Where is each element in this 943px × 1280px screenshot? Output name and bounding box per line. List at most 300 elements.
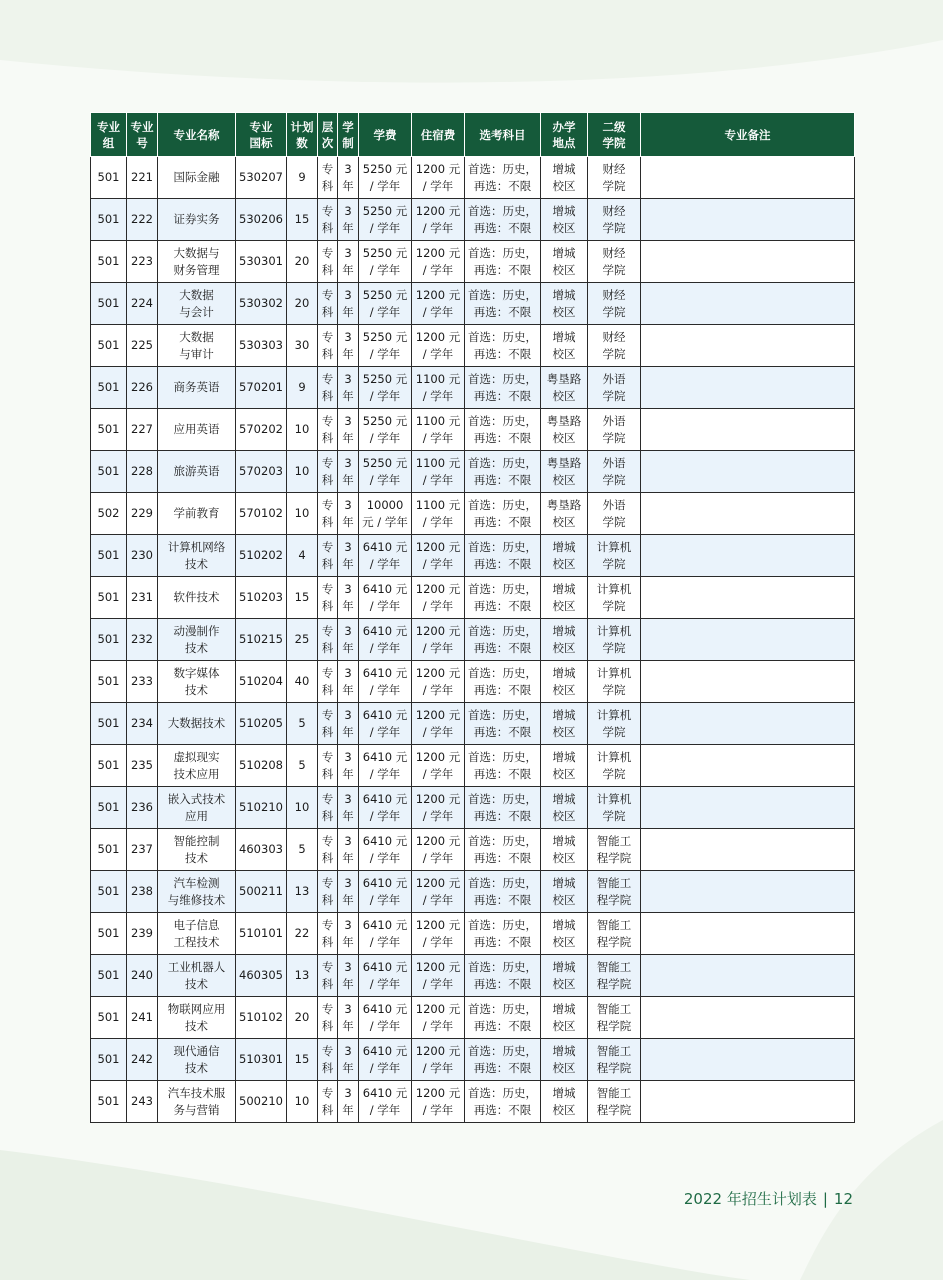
cell-campus: 粤垦路 校区	[541, 493, 588, 535]
cell-major-name: 大数据与 财务管理	[158, 241, 236, 283]
header-major-name: 专业名称	[158, 113, 236, 157]
cell-dorm-fee: 1200 元 / 学年	[412, 1039, 465, 1081]
cell-duration: 3 年	[338, 955, 359, 997]
cell-dorm-fee: 1200 元 / 学年	[412, 829, 465, 871]
cell-remarks	[641, 703, 855, 745]
page-footer	[684, 1188, 853, 1209]
cell-group: 501	[91, 241, 127, 283]
cell-tuition: 6410 元 / 学年	[359, 829, 412, 871]
cell-plan-count: 10	[287, 451, 318, 493]
cell-major-name: 工业机器人 技术	[158, 955, 236, 997]
cell-major-name: 大数据 与会计	[158, 283, 236, 325]
cell-national-code: 530303	[236, 325, 287, 367]
table-row	[91, 661, 855, 703]
header-campus: 办学 地点	[541, 113, 588, 157]
cell-major-code: 238	[127, 871, 158, 913]
cell-tuition: 5250 元 / 学年	[359, 283, 412, 325]
header-level: 层 次	[318, 113, 338, 157]
cell-dorm-fee: 1200 元 / 学年	[412, 871, 465, 913]
cell-subjects: 首选：历史， 再选：不限	[465, 493, 541, 535]
cell-subjects: 首选：历史， 再选：不限	[465, 1039, 541, 1081]
cell-remarks	[641, 1081, 855, 1123]
cell-dorm-fee: 1200 元 / 学年	[412, 703, 465, 745]
cell-major-name: 大数据 与审计	[158, 325, 236, 367]
cell-remarks	[641, 745, 855, 787]
cell-national-code: 510301	[236, 1039, 287, 1081]
cell-duration: 3 年	[338, 1081, 359, 1123]
cell-national-code: 510102	[236, 997, 287, 1039]
cell-major-name: 汽车技术服 务与营销	[158, 1081, 236, 1123]
cell-campus: 增城 校区	[541, 871, 588, 913]
cell-plan-count: 9	[287, 367, 318, 409]
cell-group: 501	[91, 199, 127, 241]
cell-duration: 3 年	[338, 451, 359, 493]
cell-major-code: 228	[127, 451, 158, 493]
cell-level: 专 科	[318, 241, 338, 283]
cell-level: 专 科	[318, 199, 338, 241]
cell-campus: 增城 校区	[541, 787, 588, 829]
cell-subjects: 首选：历史， 再选：不限	[465, 619, 541, 661]
cell-major-code: 230	[127, 535, 158, 577]
cell-remarks	[641, 871, 855, 913]
cell-national-code: 570202	[236, 409, 287, 451]
cell-major-name: 虚拟现实 技术应用	[158, 745, 236, 787]
cell-remarks	[641, 409, 855, 451]
cell-level: 专 科	[318, 997, 338, 1039]
cell-national-code: 510215	[236, 619, 287, 661]
cell-dorm-fee: 1200 元 / 学年	[412, 325, 465, 367]
cell-dorm-fee: 1100 元 / 学年	[412, 493, 465, 535]
cell-college: 智能工 程学院	[588, 871, 641, 913]
cell-dorm-fee: 1200 元 / 学年	[412, 283, 465, 325]
cell-plan-count: 13	[287, 871, 318, 913]
table-row	[91, 703, 855, 745]
cell-national-code: 510203	[236, 577, 287, 619]
cell-duration: 3 年	[338, 409, 359, 451]
cell-group: 501	[91, 409, 127, 451]
cell-subjects: 首选：历史， 再选：不限	[465, 661, 541, 703]
cell-major-code: 239	[127, 913, 158, 955]
cell-campus: 增城 校区	[541, 325, 588, 367]
cell-major-code: 235	[127, 745, 158, 787]
cell-subjects: 首选：历史， 再选：不限	[465, 199, 541, 241]
cell-major-code: 226	[127, 367, 158, 409]
cell-campus: 增城 校区	[541, 745, 588, 787]
cell-group: 501	[91, 871, 127, 913]
cell-major-code: 224	[127, 283, 158, 325]
cell-tuition: 6410 元 / 学年	[359, 787, 412, 829]
cell-plan-count: 25	[287, 619, 318, 661]
cell-plan-count: 10	[287, 787, 318, 829]
cell-duration: 3 年	[338, 493, 359, 535]
cell-level: 专 科	[318, 619, 338, 661]
cell-national-code: 500211	[236, 871, 287, 913]
cell-level: 专 科	[318, 493, 338, 535]
cell-major-code: 241	[127, 997, 158, 1039]
cell-group: 501	[91, 451, 127, 493]
cell-group: 501	[91, 619, 127, 661]
cell-group: 501	[91, 955, 127, 997]
cell-remarks	[641, 829, 855, 871]
cell-major-name: 应用英语	[158, 409, 236, 451]
cell-college: 计算机 学院	[588, 745, 641, 787]
table-row	[91, 367, 855, 409]
cell-duration: 3 年	[338, 199, 359, 241]
cell-plan-count: 10	[287, 409, 318, 451]
cell-plan-count: 15	[287, 199, 318, 241]
cell-tuition: 6410 元 / 学年	[359, 997, 412, 1039]
cell-dorm-fee: 1100 元 / 学年	[412, 367, 465, 409]
cell-remarks	[641, 661, 855, 703]
cell-group: 501	[91, 1039, 127, 1081]
cell-duration: 3 年	[338, 829, 359, 871]
cell-level: 专 科	[318, 577, 338, 619]
cell-college: 智能工 程学院	[588, 829, 641, 871]
cell-group: 501	[91, 283, 127, 325]
table-header-row	[91, 113, 855, 157]
cell-tuition: 6410 元 / 学年	[359, 535, 412, 577]
cell-remarks	[641, 787, 855, 829]
cell-plan-count: 13	[287, 955, 318, 997]
cell-subjects: 首选：历史， 再选：不限	[465, 997, 541, 1039]
cell-remarks	[641, 535, 855, 577]
table-body	[91, 157, 855, 1123]
cell-tuition: 6410 元 / 学年	[359, 955, 412, 997]
cell-major-code: 222	[127, 199, 158, 241]
cell-level: 专 科	[318, 325, 338, 367]
cell-plan-count: 20	[287, 241, 318, 283]
cell-campus: 增城 校区	[541, 283, 588, 325]
cell-major-code: 234	[127, 703, 158, 745]
cell-level: 专 科	[318, 367, 338, 409]
cell-campus: 增城 校区	[541, 829, 588, 871]
cell-subjects: 首选：历史， 再选：不限	[465, 913, 541, 955]
cell-plan-count: 9	[287, 157, 318, 199]
cell-major-code: 243	[127, 1081, 158, 1123]
header-major-code: 专业 号	[127, 113, 158, 157]
cell-dorm-fee: 1200 元 / 学年	[412, 955, 465, 997]
cell-duration: 3 年	[338, 913, 359, 955]
cell-dorm-fee: 1200 元 / 学年	[412, 1081, 465, 1123]
cell-college: 外语 学院	[588, 493, 641, 535]
cell-duration: 3 年	[338, 283, 359, 325]
cell-dorm-fee: 1200 元 / 学年	[412, 157, 465, 199]
cell-group: 501	[91, 157, 127, 199]
cell-remarks	[641, 619, 855, 661]
table-row	[91, 535, 855, 577]
cell-major-name: 电子信息 工程技术	[158, 913, 236, 955]
cell-tuition: 6410 元 / 学年	[359, 619, 412, 661]
cell-major-name: 旅游英语	[158, 451, 236, 493]
cell-group: 501	[91, 367, 127, 409]
cell-plan-count: 5	[287, 829, 318, 871]
cell-college: 智能工 程学院	[588, 997, 641, 1039]
cell-major-code: 232	[127, 619, 158, 661]
cell-dorm-fee: 1200 元 / 学年	[412, 199, 465, 241]
cell-dorm-fee: 1100 元 / 学年	[412, 409, 465, 451]
cell-remarks	[641, 199, 855, 241]
table-row	[91, 199, 855, 241]
cell-duration: 3 年	[338, 1039, 359, 1081]
cell-subjects: 首选：历史， 再选：不限	[465, 451, 541, 493]
cell-national-code: 460305	[236, 955, 287, 997]
cell-national-code: 460303	[236, 829, 287, 871]
cell-tuition: 6410 元 / 学年	[359, 577, 412, 619]
cell-subjects: 首选：历史， 再选：不限	[465, 745, 541, 787]
cell-tuition: 6410 元 / 学年	[359, 745, 412, 787]
cell-national-code: 510208	[236, 745, 287, 787]
header-dorm-fee: 住宿费	[412, 113, 465, 157]
cell-campus: 增城 校区	[541, 157, 588, 199]
cell-major-name: 汽车检测 与维修技术	[158, 871, 236, 913]
cell-subjects: 首选：历史， 再选：不限	[465, 283, 541, 325]
cell-plan-count: 30	[287, 325, 318, 367]
cell-level: 专 科	[318, 451, 338, 493]
header-tuition: 学费	[359, 113, 412, 157]
cell-subjects: 首选：历史， 再选：不限	[465, 325, 541, 367]
footer-title: 2022 年招生计划表	[683, 1190, 817, 1208]
cell-subjects: 首选：历史， 再选：不限	[465, 367, 541, 409]
cell-level: 专 科	[318, 535, 338, 577]
cell-college: 智能工 程学院	[588, 913, 641, 955]
cell-national-code: 530302	[236, 283, 287, 325]
cell-major-name: 软件技术	[158, 577, 236, 619]
cell-dorm-fee: 1200 元 / 学年	[412, 577, 465, 619]
cell-group: 501	[91, 577, 127, 619]
cell-campus: 增城 校区	[541, 703, 588, 745]
cell-dorm-fee: 1200 元 / 学年	[412, 997, 465, 1039]
cell-remarks	[641, 451, 855, 493]
cell-tuition: 5250 元 / 学年	[359, 451, 412, 493]
cell-college: 计算机 学院	[588, 619, 641, 661]
cell-national-code: 510204	[236, 661, 287, 703]
cell-major-name: 大数据技术	[158, 703, 236, 745]
cell-plan-count: 10	[287, 493, 318, 535]
cell-campus: 增城 校区	[541, 199, 588, 241]
cell-major-name: 商务英语	[158, 367, 236, 409]
cell-dorm-fee: 1200 元 / 学年	[412, 535, 465, 577]
table-row	[91, 493, 855, 535]
cell-tuition: 5250 元 / 学年	[359, 199, 412, 241]
cell-campus: 增城 校区	[541, 1039, 588, 1081]
cell-major-name: 学前教育	[158, 493, 236, 535]
header-remarks: 专业备注	[641, 113, 855, 157]
cell-college: 智能工 程学院	[588, 1039, 641, 1081]
cell-major-code: 236	[127, 787, 158, 829]
cell-duration: 3 年	[338, 157, 359, 199]
cell-level: 专 科	[318, 913, 338, 955]
cell-major-code: 242	[127, 1039, 158, 1081]
cell-tuition: 5250 元 / 学年	[359, 325, 412, 367]
cell-subjects: 首选：历史， 再选：不限	[465, 829, 541, 871]
cell-national-code: 510101	[236, 913, 287, 955]
table-row	[91, 829, 855, 871]
cell-national-code: 530206	[236, 199, 287, 241]
cell-tuition: 6410 元 / 学年	[359, 1081, 412, 1123]
cell-level: 专 科	[318, 745, 338, 787]
cell-college: 计算机 学院	[588, 661, 641, 703]
cell-group: 501	[91, 325, 127, 367]
cell-national-code: 570203	[236, 451, 287, 493]
cell-group: 501	[91, 1081, 127, 1123]
cell-duration: 3 年	[338, 745, 359, 787]
table-row	[91, 283, 855, 325]
cell-subjects: 首选：历史， 再选：不限	[465, 871, 541, 913]
cell-level: 专 科	[318, 871, 338, 913]
cell-campus: 增城 校区	[541, 661, 588, 703]
cell-duration: 3 年	[338, 619, 359, 661]
page-number: 12	[833, 1190, 853, 1208]
footer-separator: |	[822, 1190, 828, 1208]
cell-college: 外语 学院	[588, 367, 641, 409]
cell-duration: 3 年	[338, 367, 359, 409]
cell-major-name: 智能控制 技术	[158, 829, 236, 871]
cell-remarks	[641, 493, 855, 535]
table-row	[91, 619, 855, 661]
cell-college: 财经 学院	[588, 199, 641, 241]
table-row	[91, 409, 855, 451]
cell-tuition: 10000 元 / 学年	[359, 493, 412, 535]
header-duration: 学 制	[338, 113, 359, 157]
cell-dorm-fee: 1200 元 / 学年	[412, 745, 465, 787]
cell-tuition: 5250 元 / 学年	[359, 409, 412, 451]
cell-subjects: 首选：历史， 再选：不限	[465, 241, 541, 283]
cell-national-code: 570102	[236, 493, 287, 535]
cell-major-code: 240	[127, 955, 158, 997]
cell-plan-count: 20	[287, 997, 318, 1039]
cell-subjects: 首选：历史， 再选：不限	[465, 703, 541, 745]
cell-dorm-fee: 1100 元 / 学年	[412, 451, 465, 493]
table-row	[91, 451, 855, 493]
cell-remarks	[641, 241, 855, 283]
cell-campus: 增城 校区	[541, 535, 588, 577]
cell-major-name: 现代通信 技术	[158, 1039, 236, 1081]
cell-group: 501	[91, 787, 127, 829]
cell-major-code: 237	[127, 829, 158, 871]
enrollment-plan-table	[90, 112, 855, 1123]
cell-campus: 增城 校区	[541, 619, 588, 661]
cell-tuition: 6410 元 / 学年	[359, 661, 412, 703]
cell-major-code: 233	[127, 661, 158, 703]
cell-duration: 3 年	[338, 241, 359, 283]
cell-level: 专 科	[318, 661, 338, 703]
header-college: 二级 学院	[588, 113, 641, 157]
cell-level: 专 科	[318, 409, 338, 451]
cell-subjects: 首选：历史， 再选：不限	[465, 577, 541, 619]
table-row	[91, 325, 855, 367]
cell-tuition: 5250 元 / 学年	[359, 157, 412, 199]
cell-level: 专 科	[318, 829, 338, 871]
cell-national-code: 500210	[236, 1081, 287, 1123]
cell-campus: 增城 校区	[541, 913, 588, 955]
cell-national-code: 510205	[236, 703, 287, 745]
cell-group: 501	[91, 745, 127, 787]
cell-remarks	[641, 577, 855, 619]
cell-dorm-fee: 1200 元 / 学年	[412, 619, 465, 661]
cell-level: 专 科	[318, 157, 338, 199]
cell-plan-count: 4	[287, 535, 318, 577]
cell-major-name: 数字媒体 技术	[158, 661, 236, 703]
cell-duration: 3 年	[338, 325, 359, 367]
cell-college: 财经 学院	[588, 241, 641, 283]
table-row	[91, 1081, 855, 1123]
cell-remarks	[641, 955, 855, 997]
cell-plan-count: 15	[287, 577, 318, 619]
cell-dorm-fee: 1200 元 / 学年	[412, 241, 465, 283]
cell-subjects: 首选：历史， 再选：不限	[465, 787, 541, 829]
cell-group: 502	[91, 493, 127, 535]
cell-subjects: 首选：历史， 再选：不限	[465, 955, 541, 997]
cell-major-name: 计算机网络 技术	[158, 535, 236, 577]
header-plan-count: 计划 数	[287, 113, 318, 157]
cell-group: 501	[91, 703, 127, 745]
cell-major-name: 嵌入式技术 应用	[158, 787, 236, 829]
cell-college: 财经 学院	[588, 325, 641, 367]
table-row	[91, 871, 855, 913]
cell-remarks	[641, 997, 855, 1039]
cell-remarks	[641, 157, 855, 199]
cell-college: 智能工 程学院	[588, 1081, 641, 1123]
cell-campus: 增城 校区	[541, 997, 588, 1039]
header-subjects: 选考科目	[465, 113, 541, 157]
cell-duration: 3 年	[338, 535, 359, 577]
cell-major-code: 221	[127, 157, 158, 199]
cell-national-code: 510210	[236, 787, 287, 829]
cell-dorm-fee: 1200 元 / 学年	[412, 787, 465, 829]
cell-campus: 增城 校区	[541, 955, 588, 997]
cell-level: 专 科	[318, 787, 338, 829]
cell-subjects: 首选：历史， 再选：不限	[465, 409, 541, 451]
cell-national-code: 510202	[236, 535, 287, 577]
cell-subjects: 首选：历史， 再选：不限	[465, 535, 541, 577]
cell-group: 501	[91, 661, 127, 703]
cell-duration: 3 年	[338, 787, 359, 829]
cell-campus: 增城 校区	[541, 577, 588, 619]
cell-campus: 粤垦路 校区	[541, 409, 588, 451]
cell-plan-count: 40	[287, 661, 318, 703]
cell-campus: 粤垦路 校区	[541, 451, 588, 493]
cell-plan-count: 5	[287, 703, 318, 745]
cell-tuition: 6410 元 / 学年	[359, 1039, 412, 1081]
cell-campus: 粤垦路 校区	[541, 367, 588, 409]
cell-major-name: 证券实务	[158, 199, 236, 241]
cell-duration: 3 年	[338, 661, 359, 703]
cell-duration: 3 年	[338, 997, 359, 1039]
cell-college: 智能工 程学院	[588, 955, 641, 997]
cell-plan-count: 20	[287, 283, 318, 325]
cell-college: 计算机 学院	[588, 535, 641, 577]
cell-duration: 3 年	[338, 871, 359, 913]
cell-duration: 3 年	[338, 703, 359, 745]
cell-college: 计算机 学院	[588, 577, 641, 619]
table-row	[91, 157, 855, 199]
cell-college: 计算机 学院	[588, 787, 641, 829]
cell-group: 501	[91, 913, 127, 955]
cell-level: 专 科	[318, 703, 338, 745]
table-row	[91, 577, 855, 619]
cell-major-code: 229	[127, 493, 158, 535]
cell-major-name: 动漫制作 技术	[158, 619, 236, 661]
cell-plan-count: 5	[287, 745, 318, 787]
cell-plan-count: 15	[287, 1039, 318, 1081]
cell-tuition: 6410 元 / 学年	[359, 913, 412, 955]
table-row	[91, 997, 855, 1039]
cell-subjects: 首选：历史， 再选：不限	[465, 157, 541, 199]
cell-major-name: 物联网应用 技术	[158, 997, 236, 1039]
cell-college: 财经 学院	[588, 283, 641, 325]
cell-national-code: 530207	[236, 157, 287, 199]
table-row	[91, 1039, 855, 1081]
